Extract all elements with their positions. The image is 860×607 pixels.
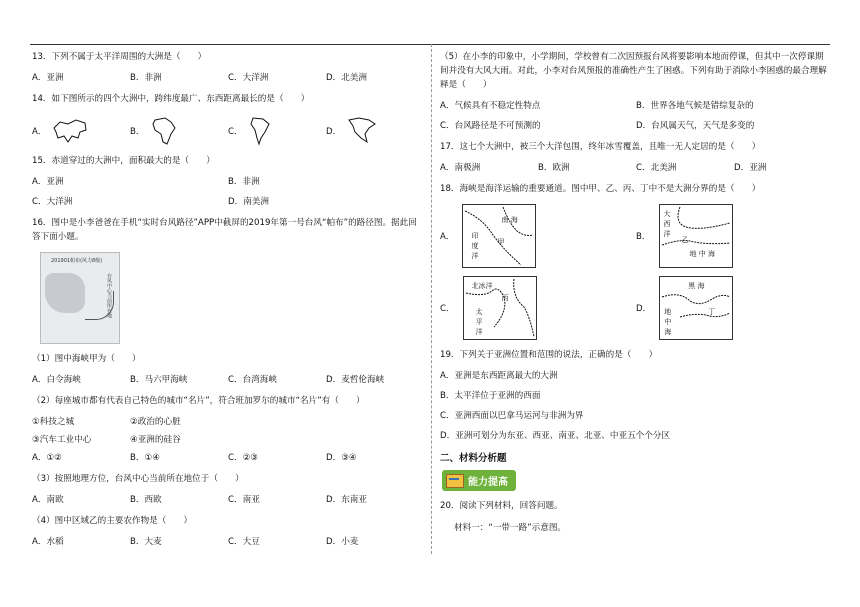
option-d[interactable]: D．亚洲 [734,163,767,173]
option-a[interactable]: A．气候具有不稳定性特点 [440,101,541,111]
section-title: 二、材料分析题 [440,453,507,464]
map-title: 201901帕布(风力8级) [51,258,103,264]
north-america-outline-icon [347,116,377,146]
map-label: 北冰洋 [471,282,493,290]
strait-map-c [463,276,537,340]
option-label: B． [130,127,145,137]
option-d[interactable]: D．麦哲伦海峡 [326,375,385,385]
option-b[interactable]: B．马六甲海峡 [130,375,188,385]
option-c[interactable]: C．亚洲西面以巴拿马运河与非洲为界 [440,411,584,421]
map-label: 西 [663,220,671,228]
option-a[interactable]: A．①② [32,453,62,463]
map-label: 大 [663,210,671,218]
header-rule [30,44,830,45]
s4-options [32,536,424,548]
option-d[interactable] [636,276,832,340]
item-3: ③汽车工业中心 [32,435,92,445]
option-d[interactable]: D．亚洲可划分为东亚、西亚、南亚、北亚、中亚五个个分区 [440,431,671,441]
map-label: 度 [471,242,479,250]
books-icon [446,474,464,488]
map-label: 丁 [708,308,716,316]
option-label: A． [32,127,47,137]
option-c[interactable] [440,276,636,340]
question-15: 15．赤道穿过的大洲中，面积最大的是（ ） [32,156,215,166]
map-label: 太 [475,308,483,316]
map-label: 印 [471,232,479,240]
option-c[interactable]: C．②③ [228,453,259,463]
strait-map-a [462,204,536,268]
question-19: 19．下列关于亚洲位置和范围的说法，正确的是（ ） [440,350,658,360]
asia-outline-icon [52,118,88,144]
question-20: 20．阅读下列材料，回答问题。 [440,501,563,511]
option-label: C． [440,304,455,314]
option-a[interactable]: A．亚洲 [32,73,64,83]
option-c[interactable]: C．台湾海峡 [228,375,277,385]
option-a[interactable]: A．南欧 [32,495,64,505]
option-a[interactable] [32,118,130,144]
option-d[interactable]: D．北美洲 [326,73,367,83]
map-label: 南 海 [501,216,518,224]
subquestion-3: （3）按照地理方位，台风中心当前所在地位于（ ） [32,474,244,484]
option-b[interactable]: B．欧洲 [538,163,570,173]
s2-items-row2 [32,434,424,446]
option-b[interactable]: B．①④ [130,453,160,463]
q17-options [440,162,832,174]
map-label: 乙 [681,236,689,244]
s2-items-row1 [32,416,424,428]
option-c[interactable] [228,116,326,146]
column-divider [431,44,432,554]
subquestion-4: （4）图中区域乙的主要农作物是（ ） [32,516,193,526]
q14-options [32,114,424,148]
subquestion-5: （5）在小李的印象中，小学期间，学校曾有二次因预报台风将要影响本地而停课，但其中一次停课期间并没有大风大雨。对此，小李对台风预报的准确性产生了困惑。下列有助于消除小李困惑的最合理解释是（ ） [440,52,827,90]
subquestion-2: （2）每座城市都有代表自己特色的城市“名片”，符合班加罗尔的城市“名片”有（ ） [32,396,365,406]
strait-map-b [659,204,733,268]
option-b[interactable]: B．大麦 [130,537,162,547]
subquestion-1: （1）图中海峡甲为（ ） [32,354,141,364]
badge-label: 能力提高 [468,477,508,488]
option-b[interactable]: B．世界各地气候是错综复杂的 [636,101,754,111]
option-d[interactable]: D．③④ [326,453,357,463]
option-d[interactable]: D．台风属天气，天气是多变的 [636,121,755,131]
option-c[interactable]: C．南亚 [228,495,260,505]
q15-options-row2 [32,196,424,208]
option-label: D． [326,127,342,137]
option-c[interactable]: C．台风路径是不可预测的 [440,121,541,131]
question-13: 13．下列不属于太平洋周围的大洲是（ ） [32,52,207,62]
map-label: 中 [664,318,672,326]
map-label: 平 [475,318,483,326]
s3-options [32,494,424,506]
map-label: 地 [664,308,672,316]
option-a[interactable]: A．白令海峡 [32,375,81,385]
ability-badge [442,470,516,491]
option-label: C． [228,127,243,137]
option-a[interactable] [440,204,636,268]
q19-option-b-row [440,390,832,402]
s5-options-row1 [440,100,832,112]
left-column [32,50,424,556]
question-16: 16．图中是小李爸爸在手机“实时台风路径”APP中截屏的2019年第一号台风“帕布”的路径图。据此回答下面小题。 [32,218,417,242]
option-c[interactable]: C．大豆 [228,537,260,547]
q18-maps-row2 [440,276,832,340]
s1-options [32,374,424,386]
strait-map-d [659,276,733,340]
item-2: ②政治的心脏 [130,417,181,427]
question-18: 18．海峡是海洋运输的重要通道。图中甲、乙、丙、丁中不是大洲分界的是（ ） [440,184,761,194]
option-b[interactable] [636,204,832,268]
option-a[interactable]: A．亚洲是东西距离最大的大洲 [440,371,558,381]
map-label: 洋 [475,328,483,336]
map-label: 海 [664,328,672,336]
option-a[interactable]: A．亚洲 [32,177,64,187]
option-d[interactable] [326,116,424,146]
map-label: 丙 [501,294,509,302]
s5-options-row2 [440,120,832,132]
option-label: D． [636,304,652,314]
option-c[interactable]: C．大洋洲 [228,73,269,83]
map-label: 甲 [497,238,505,246]
question-17: 17．这七个大洲中，被三个大洋包围，终年冰雪覆盖，且唯一无人定居的是（ ） [440,142,761,152]
map-label: 洋 [471,252,479,260]
option-b[interactable]: B．非洲 [130,73,162,83]
map-label: 洋 [663,230,671,238]
option-a[interactable]: A．南极洲 [440,163,481,173]
q13-options [32,72,424,84]
option-c[interactable]: C．大洋洲 [32,197,73,207]
item-1: ①科技之城 [32,417,75,427]
option-d[interactable]: D．东南亚 [326,495,367,505]
q19-option-d-row [440,430,832,442]
option-d[interactable]: D．小麦 [326,537,359,547]
map-label: 地 中 海 [689,250,715,258]
s2-options [32,452,424,464]
q15-options-row1 [32,176,424,188]
option-b[interactable] [130,116,228,146]
option-label: B． [636,232,651,242]
option-c[interactable]: C．北美洲 [636,163,677,173]
q18-maps-row1 [440,204,832,268]
map-label: 黑 海 [688,282,705,290]
africa-outline-icon [151,116,177,146]
map-land [45,273,85,313]
item-4: ④亚洲的硅谷 [130,435,181,445]
map-side-label: 台风中心当前所在地 [106,273,112,318]
right-column [440,50,832,543]
option-a[interactable]: A．水稻 [32,537,64,547]
south-america-outline-icon [249,116,271,146]
typhoon-path-map [40,252,120,344]
q19-option-a-row [440,370,832,382]
option-b[interactable]: B．西欧 [130,495,162,505]
question-14: 14．如下图所示的四个大洲中，跨纬度最广、东西距离最长的是（ ） [32,94,310,104]
option-d[interactable]: D．南美洲 [228,197,269,207]
option-label: A． [440,232,455,242]
material-1: 材料一：“一带一路”示意图。 [454,523,567,533]
q19-option-c-row [440,410,832,422]
option-b[interactable]: B．非洲 [228,177,260,187]
option-b[interactable]: B．太平洋位于亚洲的西面 [440,391,541,401]
